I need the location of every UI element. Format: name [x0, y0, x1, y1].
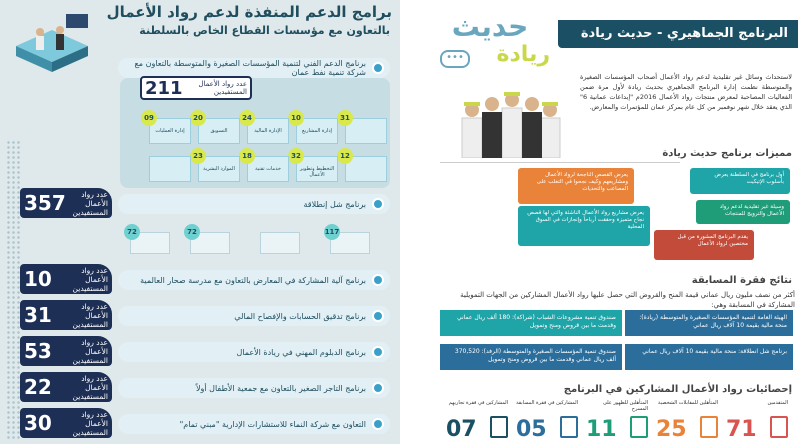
count-number: 53 [24, 339, 52, 363]
program-count-badge [20, 408, 112, 438]
speech-bubble-icon: ••• [440, 50, 470, 68]
program-label: برنامج تدقيق الحسابات والإفصاح المالي [234, 311, 366, 321]
program-label: برنامج آلية المشاركة في المعارض بالتعاون مع مدرسة صحار العالمية [140, 275, 366, 285]
decorative-dots [6, 140, 20, 440]
count-badge-oman-oil: عدد رواد الأعمال المستفيدين 211 [140, 76, 252, 100]
competition-box: صندوق تنمية المؤسسات الصغيرة والمتوسطة (الرفد): 370,520 ألف ريال عماني وقدمت ما بين قروض ومنح وتمويل [440, 344, 622, 370]
intro-paragraph: لاستحداث وسائل غير تقليدية لدعم رواد الأعمال أصحاب المؤسسات الصغيرة والمتوسطة نظمت إدارة البرنامج الجماهيري بحديث ريادة لأول مرة ضمن الفعاليات المصاحبة لمعرض منتجات رواد الأعمال 2016م "إبداعات عمانية 6" الذي يعقد خلال شهر نوفمبر من كل عام بمركز عمان للمؤتمرات والمعارض. [580, 73, 792, 111]
stat-item [446, 400, 508, 444]
competition-box: الهيئة العامة لتنمية المؤسسات الصغيرة والمتوسطة (ريادة): منحة مالية بقيمة 10 آلاف ريال عماني [625, 310, 793, 336]
subprogram-count: 18 [239, 148, 255, 164]
subprogram-count: 31 [337, 110, 353, 126]
count-label: عدد رواد الأعمال المستفيدين [72, 337, 108, 365]
count-number: 30 [24, 411, 52, 435]
count-number: 22 [24, 375, 52, 399]
person-icon [770, 416, 788, 438]
stat-label: المتأهلين للظهور على المسرح [602, 400, 648, 412]
program-count-badge [20, 372, 112, 402]
program-dot [372, 274, 384, 286]
feature-bubble: يقدم البرنامج المشورة من قبل مختصين لرواد الأعمال [654, 230, 754, 260]
subprogram-count: 23 [190, 148, 206, 164]
stat-number: 11 [586, 417, 617, 442]
competition-box: برنامج شل انطلاقة: منحة مالية بقيمة 10 آلاف ريال عماني [625, 344, 793, 370]
right-panel [400, 0, 800, 444]
feature-bubble: يعرض مشاريع رواد الأعمال الناشئة والتي لها قصص نجاح متميزة وحققت أرباحاً وإنجازات في السوق المحلية [518, 206, 650, 246]
subprogram-count: 32 [288, 148, 304, 164]
right-header: البرنامج الجماهيري - حديث ريادة [558, 20, 798, 48]
intilaqa-count: 72 [124, 224, 140, 240]
stat-label: المتقدمين [767, 400, 788, 406]
subprogram-text: خدمات تقنية [255, 166, 281, 172]
stat-item [516, 400, 578, 444]
people-group-illustration [450, 80, 568, 158]
competition-text: أكثر من نصف مليون ريال عماني قيمة المنح والقروض التي حصل عليها رواد الأعمال المشاركين من الجهات التمويلية المشاركة في المسابقة وهي: [460, 291, 795, 309]
program-dot [372, 418, 384, 430]
subprogram-text: الإدارة المالية [254, 128, 282, 134]
subprogram-count: 24 [239, 110, 255, 126]
program-count-badge [20, 336, 112, 366]
stat-item [726, 400, 788, 444]
program-bar [118, 414, 390, 434]
subprogram-text: التسويق [210, 128, 228, 134]
subprogram-text: إدارة العمليات [155, 128, 185, 134]
subprogram-count: 12 [337, 148, 353, 164]
program-dot [372, 382, 384, 394]
stat-label: المشاركين في فقرة المسابقة [516, 400, 578, 406]
person-icon [560, 416, 578, 438]
stats-title: إحصائيات رواد الأعمال المشاركين في البرنامج [563, 384, 792, 395]
feature-bubble: يعرض القصص الناجحة لرواد الأعمال ومشاريعهم وكيف نجحوا في التغلب على المصاعب والتحديات [518, 168, 634, 204]
intilaqa-count: 117 [324, 224, 340, 240]
stat-item [656, 400, 718, 444]
count-label: عدد رواد الأعمال المستفيدين [72, 373, 108, 401]
subprogram-text: الموارد البشرية [203, 166, 235, 172]
logo-word-top: حديث [451, 10, 529, 43]
program-bar-oman-oil: برنامج الدعم الفني لتنمية المؤسسات الصغيرة والمتوسطة بالتعاون مع شركة تنمية نفط عمان [118, 58, 390, 78]
count-badge-intilaqa: عدد رواد الأعمال المستفيدين 357 [20, 188, 112, 218]
person-icon [700, 416, 718, 438]
count-number: 31 [24, 303, 52, 327]
count-number: 10 [24, 267, 52, 291]
stat-item [586, 400, 648, 444]
logo-word-bottom: ريادة [496, 42, 550, 67]
stat-label: المشاركين في فقرة تجاربهم [448, 400, 508, 406]
program-dot [372, 346, 384, 358]
program-label: التعاون مع شركة النماء للاستشارات الإدارية "مبني تمام" [179, 419, 366, 429]
program-bar [118, 378, 390, 398]
person-icon [630, 416, 648, 438]
subprogram-text: التخطيط وتطوير الأعمال [299, 166, 335, 178]
subprogram-count: 20 [190, 110, 206, 126]
feature-bubble: أول برنامج في السلطنة يعرض بأسلوب الإتيكيت [690, 168, 790, 194]
competition-title: نتائج فقرة المسابقة [691, 275, 792, 286]
stat-number: 71 [726, 417, 757, 442]
features-title: مميزات برنامج حديث ريادة [662, 148, 792, 159]
count-label: عدد رواد الأعمال المستفيدين [72, 301, 108, 329]
subprogram-count: 09 [141, 110, 157, 126]
program-count-badge [20, 264, 112, 294]
program-bar [118, 306, 390, 326]
program-label: برنامج الدبلوم المهني في ريادة الأعمال [236, 347, 366, 357]
intilaqa-count: 72 [184, 224, 200, 240]
subprogram-text: إدارة المشاريع [302, 128, 332, 134]
left-subtitle: بالتعاون مع مؤسسات القطاع الخاص بالسلطنة [139, 24, 390, 37]
podium-figure-icon [6, 6, 98, 74]
subprogram-box [149, 156, 191, 182]
count-label: عدد رواد الأعمال المستفيدين [72, 409, 108, 437]
stat-number: 05 [516, 417, 547, 442]
hadith-riyada-logo [430, 10, 550, 74]
stat-number: 25 [656, 417, 687, 442]
program-count-badge [20, 300, 112, 330]
stat-number: 07 [446, 417, 477, 442]
program-bar [118, 342, 390, 362]
divider [440, 162, 680, 163]
stat-label: المتأهلين للمقابلات الشخصية [658, 400, 718, 406]
program-label: برنامج التاجر الصغير بالتعاون مع جمعية الأطفال أولاً [195, 383, 366, 393]
program-bar-intilaqa: برنامج شل إنطلاقة [118, 194, 390, 214]
person-icon [490, 416, 508, 438]
competition-box: صندوق تنمية مشروعات الشباب (شراكة): 180 ألف ريال عماني وقدمت ما بين قروض ومنح وتمويل [440, 310, 622, 336]
left-title: برامج الدعم المنفذة لدعم رواد الأعمال [106, 3, 392, 21]
feature-bubble: وسيلة غير تقليدية لدعم رواد الأعمال والترويج للمنتجات [696, 200, 790, 224]
program-bar [118, 270, 390, 290]
intilaqa-item [260, 232, 300, 254]
count-label: عدد رواد الأعمال المستفيدين [72, 265, 108, 293]
program-dot [372, 310, 384, 322]
subprogram-count: 10 [288, 110, 304, 126]
